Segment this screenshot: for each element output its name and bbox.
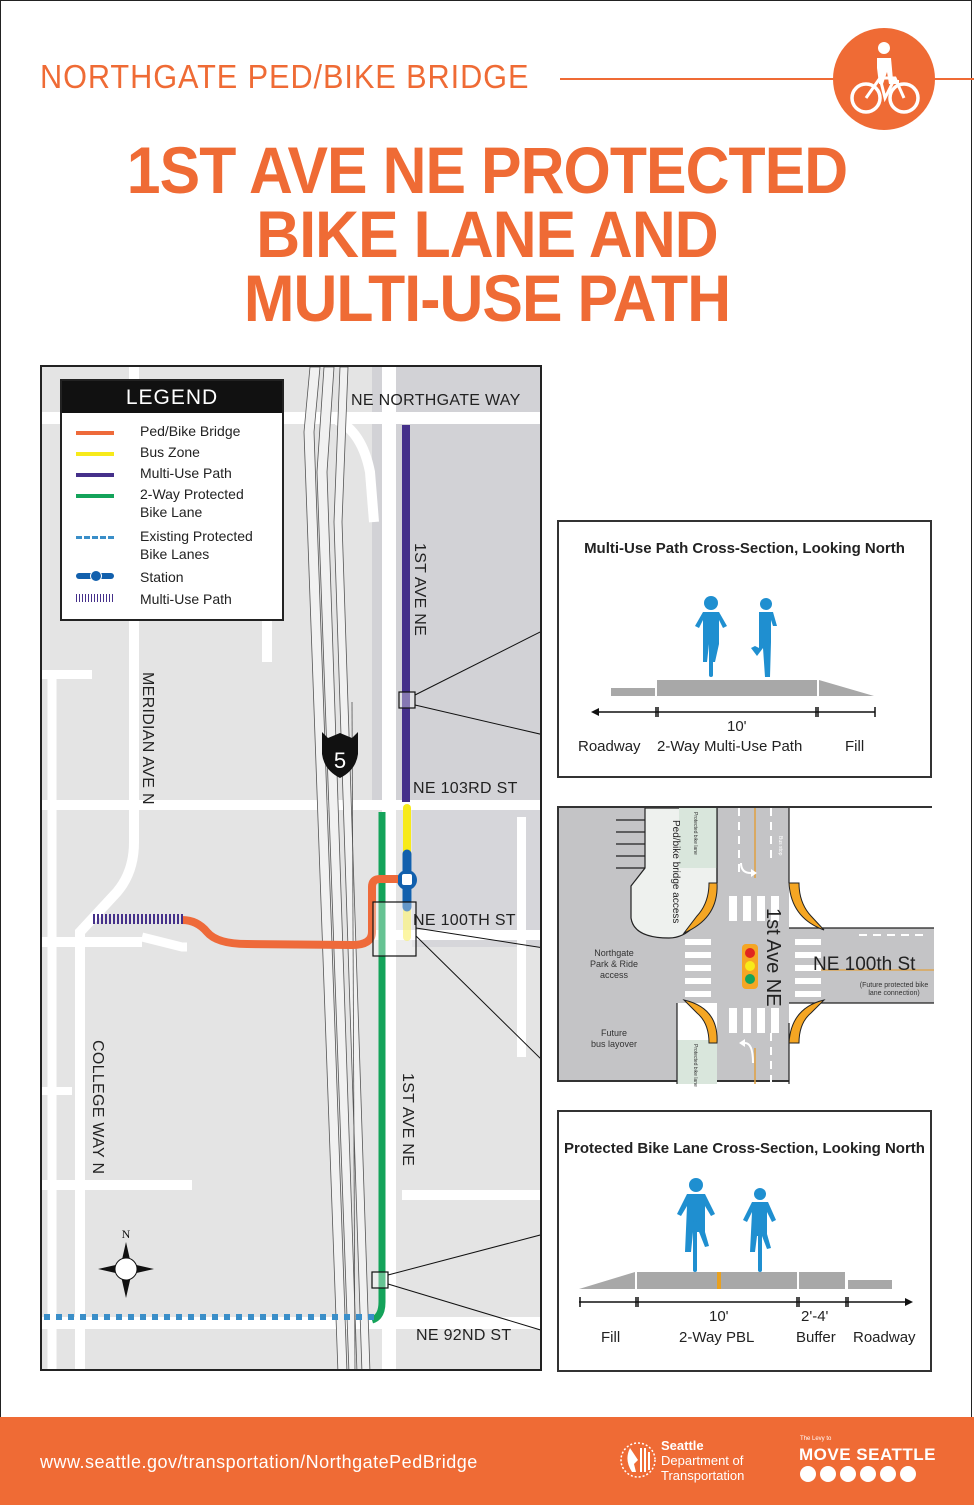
map-legend [60,379,284,621]
street-label-1st-ave-ne-south: 1ST AVE NE [399,1073,416,1167]
poster-title [0,133,974,335]
intersection-tiny-label-top: Protected bike lane [692,812,698,855]
street-label-ne-92nd-st: NE 92ND ST [416,1327,512,1344]
move-seattle-tagline: The Levy to [800,1436,832,1442]
mup-panel-title: Multi-Use Path Cross-Section, Looking North [584,540,905,557]
mup-label-path: 2-Way Multi-Use Path [657,738,803,755]
street-label-ne-northgate-way: NE NORTHGATE WAY [351,392,521,409]
bicycle-rider-icon [833,28,935,130]
cyclist-icon-2 [743,1188,776,1272]
compass-rose-icon [98,1227,154,1298]
legend-swatch-ped-bike-bridge [76,431,114,435]
svg-text:5: 5 [333,748,347,773]
intersection-street-ne-100th: NE 100th St [813,954,916,975]
mup-label-fill: Fill [845,738,865,755]
sdot-name-line-1: Seattle [661,1438,704,1453]
sdot-name-line-2: Department of [661,1453,744,1468]
bicycle-icon [880,1466,896,1482]
legend-swatch-station [76,573,114,579]
legend-swatch-bus-zone [76,452,114,456]
title-line-2: BIKE LANE AND [256,197,718,271]
pbl-panel-title: Protected Bike Lane Cross-Section, Looking North [564,1140,925,1157]
mup-dimension: 10' [727,718,747,735]
intersection-note-future-pbl: (Future protected bike lane connection) [859,982,929,997]
streetcar-icon [820,1466,836,1482]
mup-cross-section-panel [557,520,932,778]
legend-label-two-way-pbl-1: 2-Way Protected [140,486,244,502]
pbl-label-roadway: Roadway [853,1329,916,1346]
legend-label-two-way-pbl-2: Bike Lane [140,504,203,520]
legend-swatch-multi-use-path [76,473,114,477]
title-line-3: MULTI-USE PATH [243,261,731,335]
title-line-1: 1ST AVE NE PROTECTED [126,133,848,207]
pbl-label-fill: Fill [601,1329,621,1346]
legend-label-ped-bike-bridge: Ped/Bike Bridge [140,423,241,439]
sdot-logo-icon [620,1440,656,1484]
cyclist-icon-1 [677,1178,715,1272]
street-label-meridian-ave-n: MERIDIAN AVE N [139,672,156,805]
legend-label-existing-pbl-2: Bike Lanes [140,546,210,562]
pbl-label-2way-pbl: 2-Way PBL [679,1329,755,1346]
pedestrian-icon [900,1466,916,1482]
mup-label-roadway: Roadway [578,738,641,755]
legend-label-multi-use-path: Multi-Use Path [140,465,232,481]
project-url-link[interactable]: www.seattle.gov/transportation/NorthgatePedBridge [40,1452,478,1472]
sdot-name-line-3: Transportation [661,1468,745,1483]
legend-title: LEGEND [62,381,282,413]
street-label-1st-ave-ne-north: 1ST AVE NE [411,543,428,637]
car-icon [860,1466,876,1482]
legend-label-existing-pbl-1: Existing Protected [140,528,253,544]
station-icon [90,570,102,582]
street-label-ne-100th-st: NE 100TH ST [413,912,516,929]
move-seattle-title: MOVE SEATTLE [799,1445,936,1464]
pbl-dimension-buffer: 2'-4' [801,1308,829,1325]
pbl-dimension-lane: 10' [709,1308,729,1325]
legend-swatch-hatched-mup [76,594,114,602]
intersection-label-bus-layover: Future bus layover [590,1028,638,1049]
mode-icons [800,1466,916,1482]
svg-text:N: N [121,1227,131,1241]
legend-swatch-existing-pbl [76,536,114,539]
pbl-cross-section-panel [557,1110,932,1372]
legend-label-bus-zone: Bus Zone [140,444,200,460]
cyclist-icon [695,596,727,677]
intersection-tiny-label-right: Bus stop [777,836,783,856]
legend-swatch-two-way-pbl [76,494,114,498]
intersection-street-1st-ave-ne: 1st Ave NE [762,908,784,1007]
legend-label-station: Station [140,569,184,585]
bus-icon [840,1466,856,1482]
intersection-label-ped-bike-access: Ped/bike bridge access [670,820,681,924]
intersection-label-park-ride: Northgate Park & Ride access [589,948,639,980]
legend-label-hatched-mup: Multi-Use Path [140,591,232,607]
street-label-college-way-n: COLLEGE WAY N [89,1040,106,1175]
intersection-tiny-label-bottom: Protected bike lane [692,1044,698,1087]
pbl-label-buffer: Buffer [796,1329,836,1346]
pedestrian-icon [751,598,777,677]
street-label-ne-103rd-st: NE 103RD ST [413,780,518,797]
intersection-plan-panel [557,806,932,1087]
project-subtitle: NORTHGATE PED/BIKE BRIDGE [40,58,530,95]
rail-icon [800,1466,816,1482]
